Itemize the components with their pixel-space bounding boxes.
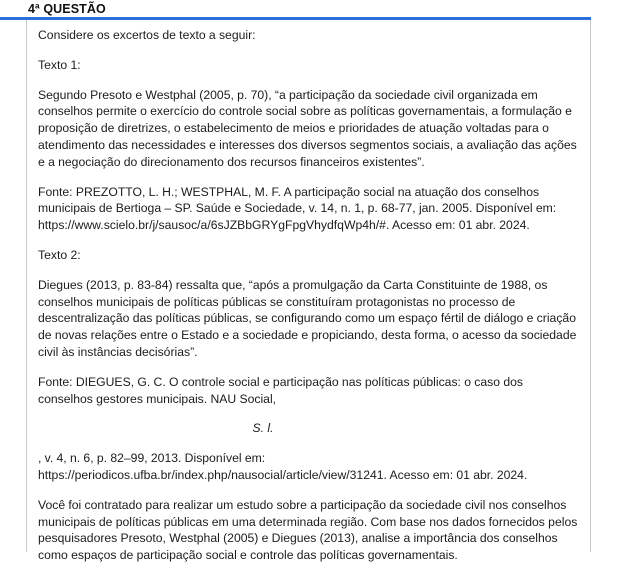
question-number-title: 4ª QUESTÃO (28, 2, 106, 16)
texto1-source: Fonte: PREZOTTO, L. H.; WESTPHAL, M. F. A participação social na atuação dos conselhos municipais de Bertioga – SP. Saúde e Sociedade, v. 14, n. 1, p. 68-77, jan. 2005. Disponível em: https://www.scielo.br/j/sausoc/a/6sJZBbGRYgFpgVhydfqWp4h/#. Acesso em: 01 abr. 2024. (38, 184, 557, 233)
texto1-label: Texto 1: (38, 57, 81, 72)
texto2-source-place-italic: S. l. (252, 421, 274, 436)
texto1-quote: Segundo Presoto e Westphal (2005, p. 70), “a participação da sociedade civil organizada em conselhos permite o exercício do controle social sobre as políticas governamentais, a formulação e proposição de diretrizes, o estabelecimento de meios e prioridades de atuação voltadas para o atendimento das necessidades e interesses dos diversos segmentos sociais, a avaliação das ações e a negociação do direcionamento dos recursos financeiros existentes”. (38, 87, 577, 169)
texto2-label: Texto 2: (38, 247, 81, 262)
texto2-source-part2: , v. 4, n. 6, p. 82–99, 2013. Disponível em: https://periodicos.ufba.br/index.php/nausocial/article/view/31241. Acesso em: 01 abr. 2024. (38, 451, 528, 482)
texto2-source-part1: Fonte: DIEGUES, G. C. O controle social e participação nas políticas públicas: o caso dos conselhos gestores municipais. NAU Social, (38, 374, 523, 406)
question-content-inner (27, 20, 590, 564)
task-statement: Você foi contratado para realizar um estudo sobre a participação da sociedade civil nos conselhos municipais de políticas públicas em uma determinada região. Com base nos dados fornecidos pelos pesquisadores Presoto, Westphal (2005) e Diegues (2013), analise a importância dos conselhos como espaços de participação social e controle das políticas governamentais. (38, 497, 578, 563)
question-content-frame (26, 20, 591, 563)
intro-text: Considere os excertos de texto a seguir: (38, 28, 256, 42)
texto2-quote: Diegues (2013, p. 83-84) ressalta que, “após a promulgação da Carta Constituinte de 1988, os conselhos municipais de políticas públicas se constituíram protagonistas no processo de descentralização das políticas públicas, se configurando como um espaço fértil de diálogo e criação de novas relações entre o Estado e a sociedade e propiciando, desta forma, o acesso da sociedade civil às instâncias decisórias”. (38, 277, 577, 359)
